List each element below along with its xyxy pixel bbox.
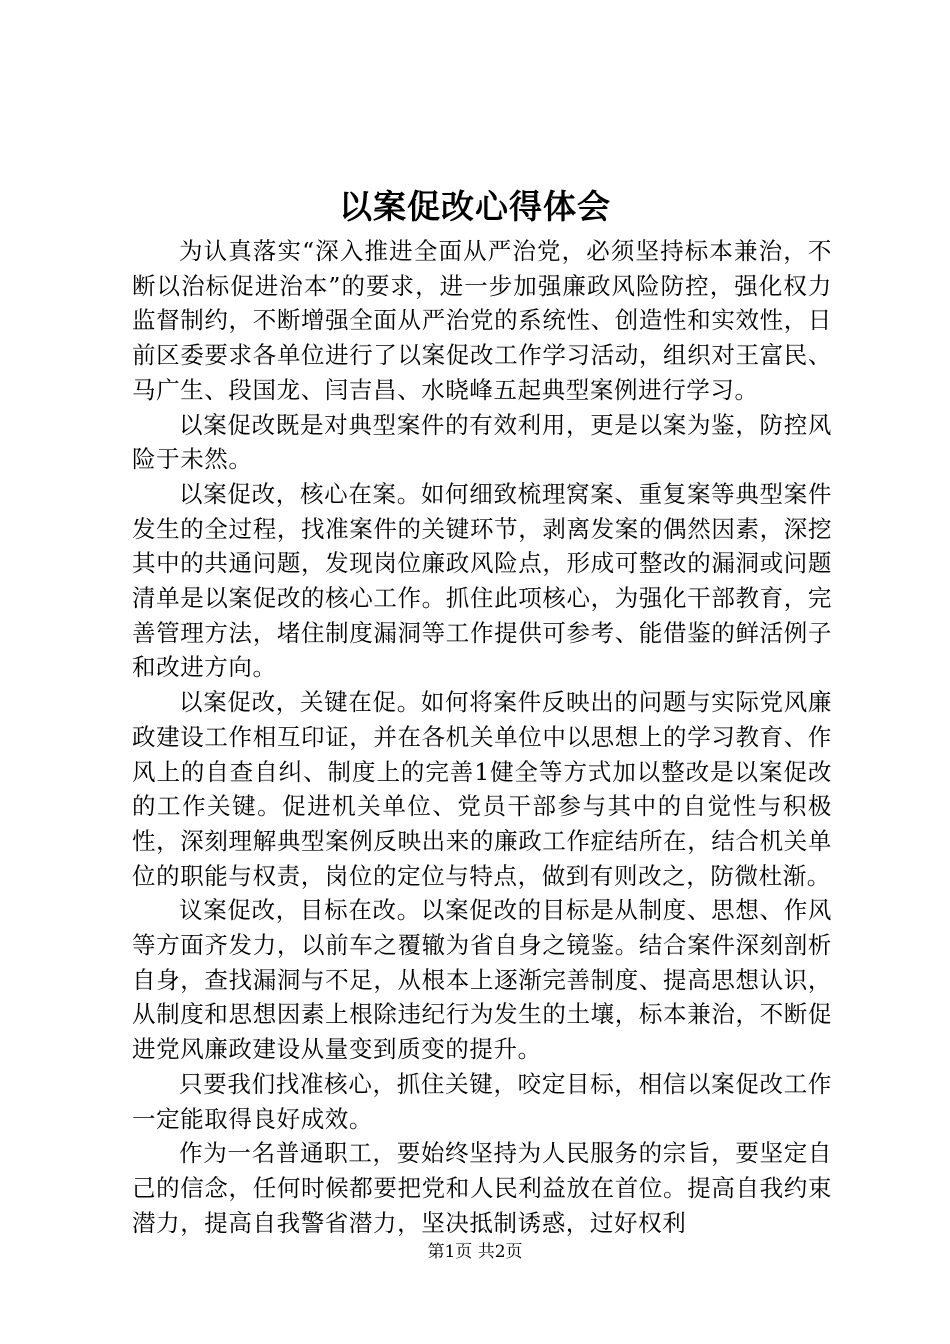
paragraph-intro: 为认真落实“深入推进全面从严治党，必须坚持标本兼治，不断以治标促进治本”的要求，进一步加强廉政风险防控，强化权力监督制约，不断增强全面从严治党的系统性、创造性和实效性，日前区委要求各单位进行了以案促改工作学习活动，组织对王富民、马广生、段国龙、闫吉昌、水晓峰五起典型案例进行学习。 [132,237,832,404]
paragraph-personal: 作为一名普通职工，要始终坚持为人民服务的宗旨，要坚定自己的信念，任何时候都要把党和人民利益放在首位。提高自我约束潜力，提高自我警省潜力，坚决抵制诱惑，过好权利 [132,1139,832,1237]
page-number-footer: 第1页 共2页 [427,1242,523,1262]
paragraph-core: 以案促改，核心在案。如何细致梳理窝案、重复案等典型案件发生的全过程，找准案件的关键环节，剥离发案的偶然因素，深挖其中的共通问题，发现岗位廉政风险点，形成可整改的漏洞或问题清单是以案促改的核心工作。抓住此项核心，为强化干部教育，完善管理方法，堵住制度漏洞等工作提供可参考、能借鉴的鲜活例子和改进方向。 [132,479,832,682]
document-body [132,234,832,1240]
document-title: 以案促改心得体会 [339,187,611,226]
paragraph-key: 以案促改，关键在促。如何将案件反映出的问题与实际党风廉政建设工作相互印证，并在各机关单位中以思想上的学习教育、作风上的自查自纠、制度上的完善1健全等方式加以整改是以案促改的工作关键。促进机关单位、党员干部参与其中的自觉性与积极性，深刻理解典型案例反映出来的廉政工作症结所在，结合机关单位的职能与权责，岗位的定位与特点，做到有则改之，防微杜渐。 [132,688,832,890]
paragraph-conclusion: 只要我们找准核心，抓住关键，咬定目标，相信以案促改工作一定能取得良好成效。 [132,1069,832,1133]
paragraph-purpose: 以案促改既是对典型案件的有效利用，更是以案为鉴，防控风险于未然。 [132,410,832,474]
paragraph-goal: 议案促改，目标在改。以案促改的目标是从制度、思想、作风等方面齐发力，以前车之覆辙为省自身之镜鉴。结合案件深刻剖析自身，查找漏洞与不足，从根本上逐渐完善制度、提高思想认识，从制度和思想因素上根除违纪行为发生的土壤，标本兼治，不断促进党风廉政建设从量变到质变的提升。 [132,896,832,1064]
